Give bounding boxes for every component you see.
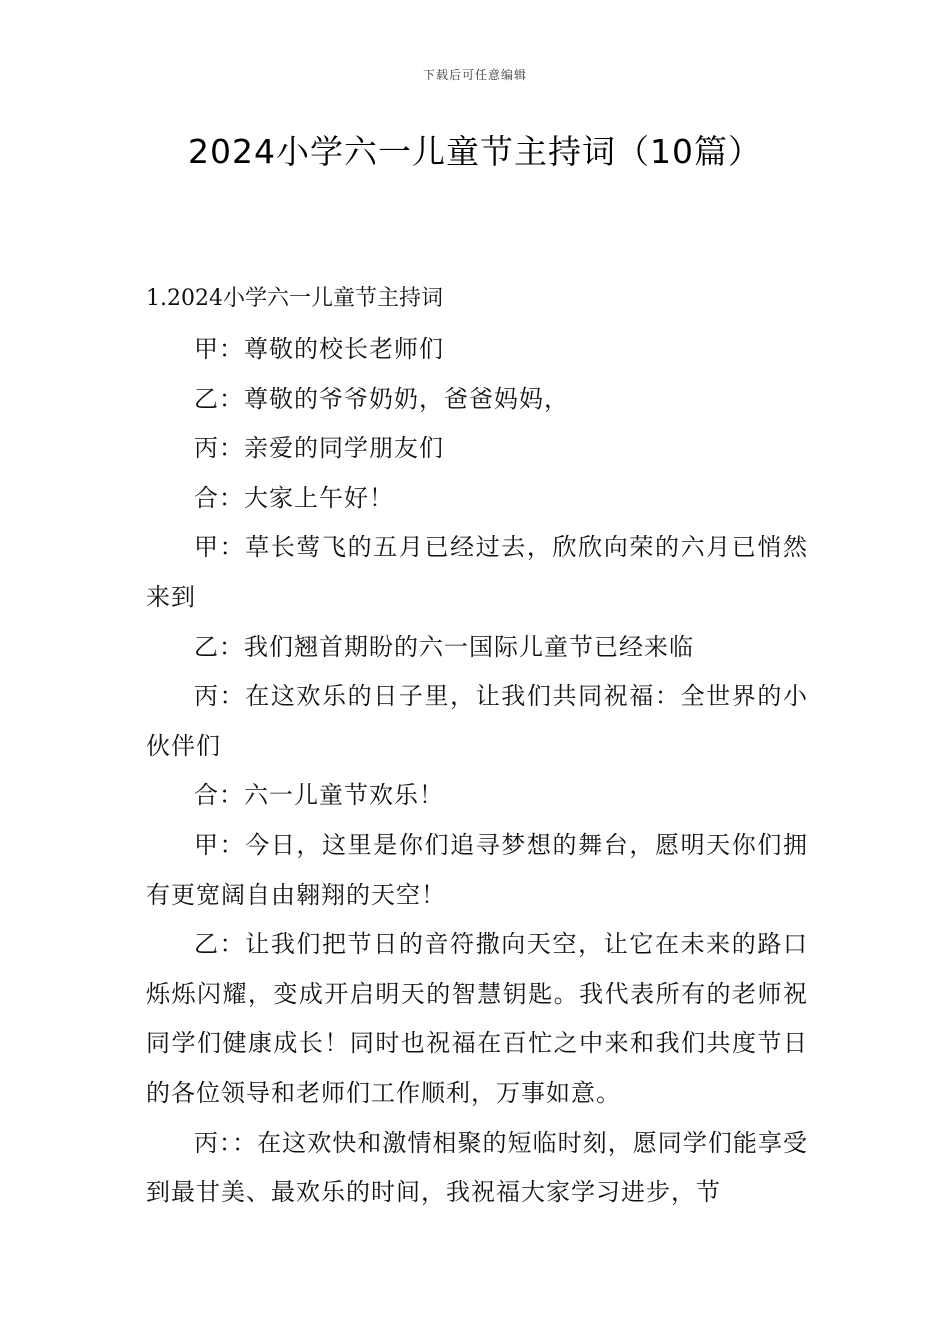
section-heading: 1.2024小学六一儿童节主持词 [146, 286, 443, 311]
header-note: 下载后可任意编辑 [422, 68, 527, 82]
paragraph: 合：大家上午好！ [194, 483, 394, 512]
paragraph: 甲：草长莺飞的五月已经过去，欣欣向荣的六月已悄然来到 [146, 533, 808, 611]
paragraph: 甲：尊敬的校长老师们 [194, 335, 444, 363]
paragraph: 合：六一儿童节欢乐！ [194, 781, 444, 810]
paragraph: 甲：今日，这里是你们追寻梦想的舞台，愿明天你们拥有更宽阔自由翱翔的天空！ [146, 830, 808, 909]
paragraph: 丙：亲爱的同学朋友们 [194, 434, 444, 463]
document-title: 2024小学六一儿童节主持词（10篇） [188, 132, 762, 171]
paragraph: 乙：让我们把节日的音符撒向天空，让它在未来的路口烁烁闪耀，变成开启明天的智慧钥匙。我代表所有的老师祝同学们健康成长！同时也祝福在百忙之中来和我们共度节日的各位领导和老师们工作顺利，万事如意。 [146, 930, 808, 1107]
paragraph: 乙：我们翘首期盼的六一国际儿童节已经来临 [194, 632, 694, 661]
paragraph: 乙：尊敬的爷爷奶奶，爸爸妈妈， [194, 384, 569, 413]
body-text [146, 325, 808, 1218]
paragraph: 丙：在这欢乐的日子里，让我们共同祝福：全世界的小伙伴们 [146, 682, 808, 760]
paragraph: 丙：：在这欢快和激情相聚的短临时刻，愿同学们能享受到最甘美、最欢乐的时间，我祝福大家学习进步，节 [146, 1128, 808, 1207]
